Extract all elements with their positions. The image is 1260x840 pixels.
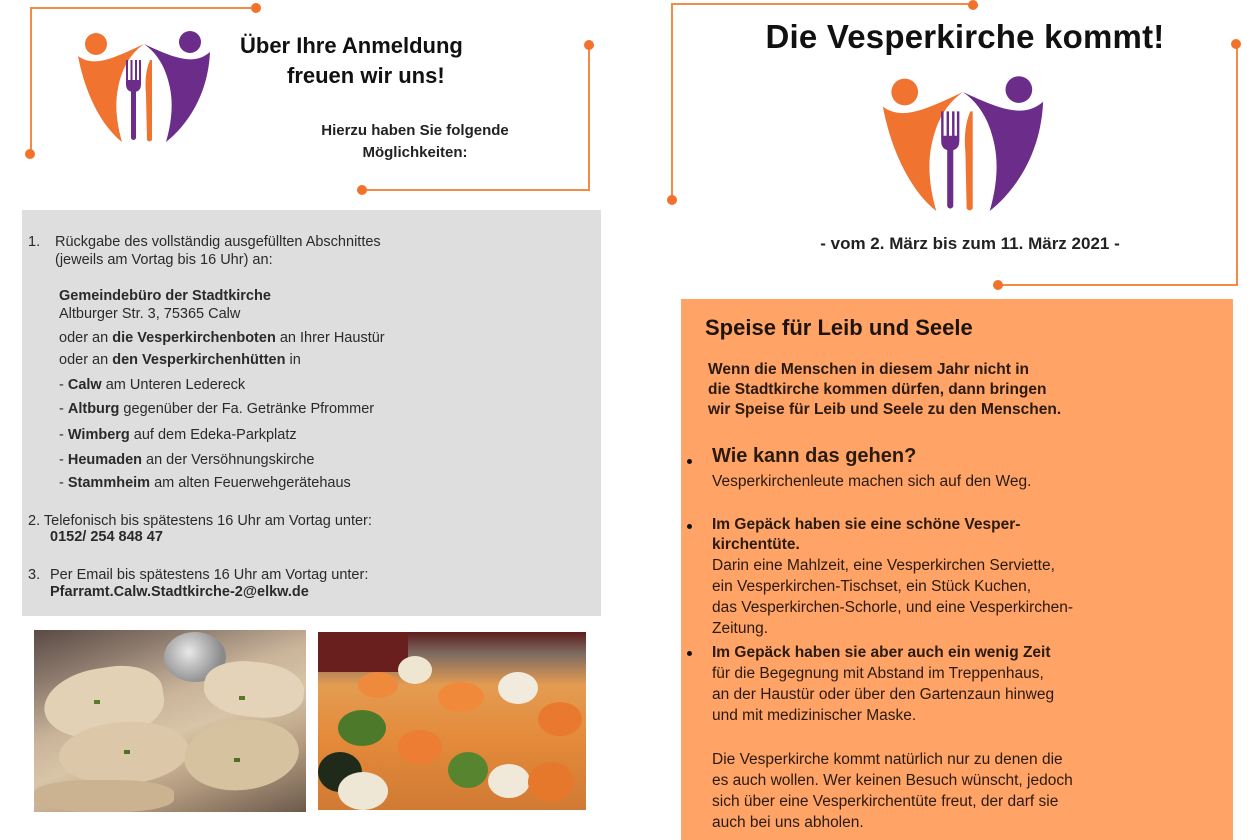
bullet-line: an der Haustür oder über den Gartenzaun hinweg: [712, 686, 1055, 703]
location-item: - Heumaden an der Versöhnungskirche: [59, 452, 315, 468]
bullet-line: Vesperkirchenleute machen sich auf den Weg.: [712, 473, 1032, 490]
bullet-line: das Vesperkirchen-Schorle, und eine Vesperkirchen-: [712, 599, 1074, 616]
people-fork-knife-logo-icon: [878, 72, 1048, 214]
frame-line: [30, 7, 256, 9]
option-number: 3.: [28, 567, 41, 583]
frame-line: [671, 3, 673, 201]
subheading-line-1: Hierzu haben Sie folgende: [321, 122, 509, 139]
location-item: - Stammheim am alten Feuerwehgerätehaus: [59, 475, 351, 491]
bullet-line: und mit medizinischer Maske.: [712, 707, 917, 724]
bullet-title: kirchentüte.: [712, 536, 800, 553]
alt-messengers: oder an die Vesperkirchenboten an Ihrer Haustür: [59, 330, 385, 346]
frame-line: [999, 284, 1238, 286]
frame-dot: [968, 0, 978, 10]
phone-number[interactable]: 0152/ 254 848 47: [50, 529, 163, 545]
frame-line: [671, 3, 973, 5]
frame-line: [363, 189, 590, 191]
heading-line-2: freuen wir uns!: [287, 63, 445, 88]
closing-line: Die Vesperkirche kommt natürlich nur zu denen die: [712, 751, 1063, 768]
bullet-title: Im Gepäck haben sie aber auch ein wenig Zeit: [712, 644, 1051, 661]
sliced-roast-photo: [34, 630, 306, 812]
office-name: Gemeindebüro der Stadtkirche: [59, 288, 271, 304]
registration-heading: [240, 31, 560, 91]
intro-line: Wenn die Menschen in diesem Jahr nicht in: [708, 361, 1029, 378]
location-item: - Calw am Unteren Ledereck: [59, 377, 246, 393]
frame-dot: [1231, 39, 1241, 49]
registration-options-box: [22, 210, 601, 616]
alt-huts: oder an den Vesperkirchenhütten in: [59, 352, 301, 368]
option-1-text: (jeweils am Vortag bis 16 Uhr) an:: [55, 252, 273, 268]
bullet-line: Zeitung.: [712, 620, 769, 637]
option-1-text: Rückgabe des vollständig ausgefüllten Abschnittes: [55, 234, 381, 250]
people-fork-knife-logo-icon: [74, 28, 214, 144]
bullet-icon: [687, 651, 692, 656]
frame-line: [1236, 45, 1238, 286]
closing-line: sich über eine Vesperkirchentüte freut, der darf sie: [712, 793, 1059, 810]
location-item: - Wimberg auf dem Edeka-Parkplatz: [59, 427, 297, 443]
frame-dot: [251, 3, 261, 13]
subheading-line-2: Möglichkeiten:: [362, 144, 468, 161]
email-link[interactable]: Pfarramt.Calw.Stadtkirche-2@elkw.de: [50, 584, 309, 600]
bullet-line: Darin eine Mahlzeit, eine Vesperkirchen Serviette,: [712, 557, 1055, 574]
frame-dot: [993, 280, 1003, 290]
frame-dot: [357, 185, 367, 195]
frame-line: [30, 7, 32, 154]
heading-line-1: Über Ihre Anmeldung: [240, 33, 463, 58]
intro-line: wir Speise für Leib und Seele zu den Menschen.: [708, 401, 1062, 418]
closing-line: auch bei uns abholen.: [712, 814, 864, 831]
page-title: Die Vesperkirche kommt!: [765, 18, 1165, 55]
frame-dot: [584, 40, 594, 50]
info-box: [681, 299, 1233, 840]
bullet-icon: [687, 459, 692, 464]
bullet-title: Wie kann das gehen?: [712, 445, 917, 467]
option-3-text: Per Email bis spätestens 16 Uhr am Vortag unter:: [50, 567, 369, 583]
intro-line: die Stadtkirche kommen dürfen, dann bringen: [708, 381, 1047, 398]
info-heading: Speise für Leib und Seele: [705, 315, 973, 340]
vegetables-photo: [318, 632, 586, 810]
options-subheading: [280, 120, 550, 164]
bullet-icon: [687, 524, 692, 529]
date-range: - vom 2. März bis zum 11. März 2021 -: [820, 234, 1120, 253]
office-address: Altburger Str. 3, 75365 Calw: [59, 306, 241, 322]
bullet-line: ein Vesperkirchen-Tischset, ein Stück Kuchen,: [712, 578, 1032, 595]
location-item: - Altburg gegenüber der Fa. Getränke Pfrommer: [59, 401, 375, 417]
option-2-text: 2. Telefonisch bis spätestens 16 Uhr am Vortag unter:: [28, 513, 372, 529]
bullet-line: für die Begegnung mit Abstand im Treppenhaus,: [712, 665, 1044, 682]
bullet-title: Im Gepäck haben sie eine schöne Vesper-: [712, 516, 1021, 533]
closing-line: es auch wollen. Wer keinen Besuch wünscht, jedoch: [712, 772, 1073, 789]
frame-dot: [25, 149, 35, 159]
frame-dot: [667, 195, 677, 205]
option-number: 1.: [28, 234, 41, 250]
frame-line: [588, 45, 590, 191]
